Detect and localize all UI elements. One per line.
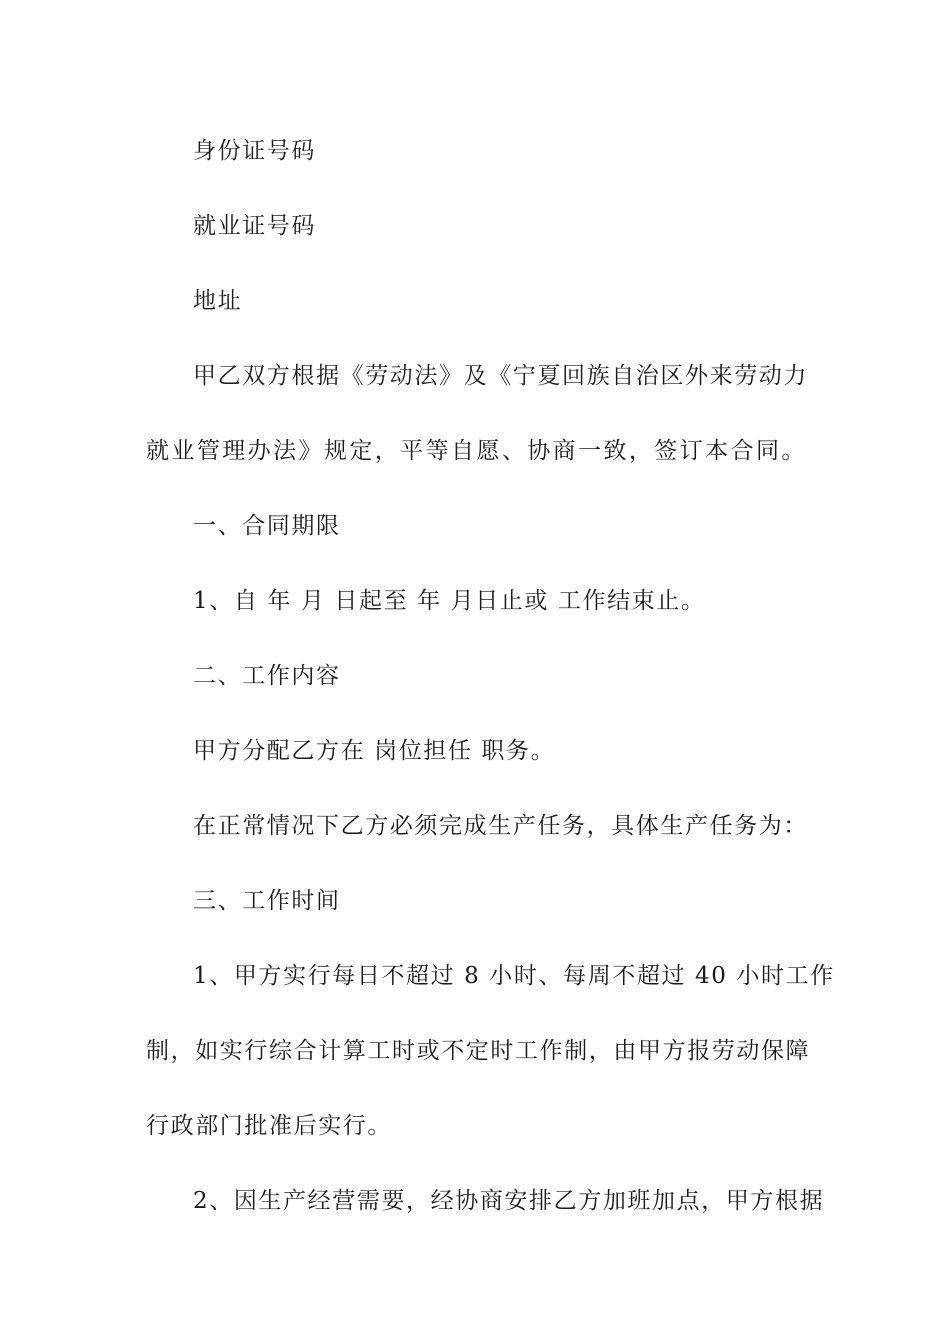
section-2-task: 在正常情况下乙方必须完成生产任务，具体生产任务为： xyxy=(193,813,808,839)
section-1-clause-1: 1、自 年 月 日起至 年 月日止或 工作结束止。 xyxy=(193,588,706,614)
preamble-line-2: 就业管理办法》规定，平等自愿、协商一致，签订本合同。 xyxy=(146,438,806,464)
section-2-assignment: 甲方分配乙方在 岗位担任 职务。 xyxy=(193,738,556,764)
section-3-clause-2-line-1: 2、因生产经营需要，经协商安排乙方加班加点，甲方根据 xyxy=(193,1188,825,1214)
address-label: 地址 xyxy=(193,288,243,314)
section-3-clause-1-line-1: 1、甲方实行每日不超过 8 小时、每周不超过 40 小时工作 xyxy=(193,963,835,989)
id-number-label: 身份证号码 xyxy=(193,138,316,164)
section-3-clause-1-line-3: 行政部门批准后实行。 xyxy=(146,1113,392,1139)
section-3-clause-1-line-2: 制，如实行综合计算工时或不定时工作制，由甲方报劳动保障 xyxy=(146,1038,811,1064)
section-2-heading: 二、工作内容 xyxy=(193,663,341,689)
employment-cert-label: 就业证号码 xyxy=(193,213,316,239)
section-1-heading: 一、合同期限 xyxy=(193,513,341,539)
section-3-heading: 三、工作时间 xyxy=(193,888,341,914)
preamble-line-1: 甲乙双方根据《劳动法》及《宁夏回族自治区外来劳动力 xyxy=(193,363,808,389)
